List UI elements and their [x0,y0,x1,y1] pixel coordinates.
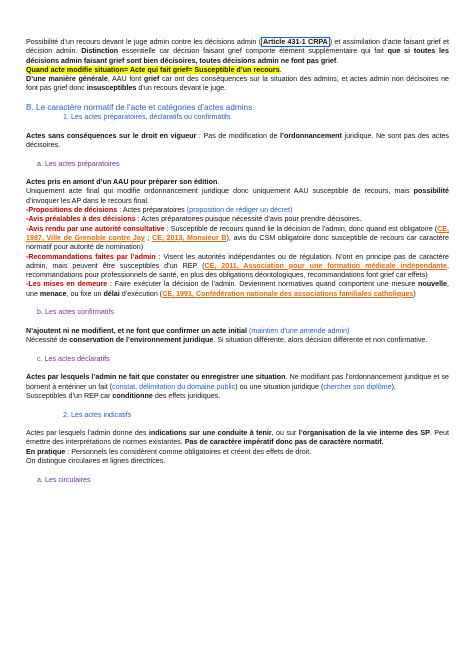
text-run: d’exécution ( [119,289,163,298]
heading-declarative-acts: c. Les actes déclaratifs [37,354,110,363]
text-run: . [279,65,282,74]
subsection-heading-1: 1. Les actes préparatoires, déclaratifs ou confirmatifs [63,113,231,122]
text-run: des effets juridiques. [152,391,221,400]
text-run: insusceptibles [86,84,137,93]
text-run: : Actes préparatoires puisque nécessité d’avis pour prendre décisoires. [135,215,362,224]
text-run: : Faire exécuter la décision de l’admin. Deviennent normatives quand comportent une mesure [107,280,419,289]
text-run: . Peut émettre des interprétations de normes existantes. [26,429,449,447]
text-run: que si toutes les décisions admin faisant grief sont bien décisoires, toutes décisions admin ne font pas grief [26,47,449,65]
text-run: , AAU font [107,75,144,84]
text-run: Actes par lesquels l’admin donne des [26,429,149,438]
list-label: -Propositions de décisions [26,206,118,215]
paragraph-indicative [26,429,449,466]
text-run: l’organisation de la vie interne des SP [298,429,430,438]
text-run: car ont des conséquences sur la situation des admins, et actes admin non décisoires ne font pas grief donc [26,75,450,93]
text-run: , une [26,280,449,298]
heading-preparatory-acts: a. Les actes préparatoires [37,159,120,168]
example-text: constat, délimitation du domaine public [112,382,236,391]
text-run: : Susceptible de recours quand lie la décision de l’admin, donc quand est obligatoire ( [164,224,438,233]
text-run: l’ordonnancement [280,131,342,140]
text-run: conditionne [112,391,153,400]
text-run: nouvelle [418,280,448,289]
text-run: juridique. Ne sont pas des actes décisoires. [26,131,449,149]
text-run: ) et assimilation d’acte faisant grief et décision admin. [26,38,449,56]
text-run: ; [144,233,153,242]
text-run: ) ou une situation juridique ( [235,382,324,391]
text-run: Pas de caractère impératif donc pas de caractère normatif. [184,438,384,447]
list-label: -Les mises en demeure [26,280,108,289]
text-run: d’un recours devant le juge. [136,84,227,93]
text-run: , ou fixe un [66,289,104,298]
case-reference: CE, 2011, Association pour une formation médicale indépendante [204,261,448,270]
text-run: N’ajoutent ni ne modifient, et ne font que confirmer un acte initial [26,326,247,335]
text-run: indications sur une conduite à tenir [148,429,272,438]
heading-confirmative-acts: b. Les actes confirmatifs [37,308,114,317]
paragraph-preparatory [26,178,449,299]
example-text: (maintien d’une amende admin) [248,326,350,335]
text-run: Uniquement acte final qui modifie ordonnancement juridique donc uniquement AAU susceptible de recours, mais [26,187,414,196]
text-run: ), avis du CSM obligatoire donc susceptible de recours car caractère normatif pour autorité de nomination) [26,233,450,252]
case-reference: CE, 1987, Ville de Grenoble contre Jay [26,224,449,242]
text-run: : Pas de modification de [196,131,281,140]
text-run: . Ne modifiant pas l’ordonnancement juridique et se bornent à entériner un fait ( [26,373,449,391]
text-run: En pratique [26,447,66,456]
paragraph-declarative [26,373,449,401]
text-run: , recommandations pour professionnels de santé, en plus des obligations déontologiques, recommandations font grief car effets) [26,261,449,280]
text-run: , ou sur [271,429,299,438]
text-run: Nécessité de [26,336,70,345]
list-label: -Recommandations faites par l’admin [26,252,156,261]
text-run: Actes par lesquels l’admin ne fait que constater ou enregistrer une situation [26,373,286,382]
text-run: Susceptibles d’un REP car [26,391,113,400]
subsection-heading-2: 2. Les actes indicatifs [63,410,132,419]
list-label: -Avis rendu par une autorité consultative [26,224,165,233]
text-run: d’invoquer les AP dans le recours final. [26,196,149,205]
text-run: menace [39,289,67,298]
text-run: grief [143,75,160,84]
text-run: Actes sans conséquences sur le droit en vigueur [26,131,197,140]
highlighted-definition: Quand acte modifie situation= Acte qui fait grief= Susceptible d’un recours [26,65,280,74]
case-reference: CE, 1991, Confédération nationale des associations familiales catholiques [162,289,414,298]
text-run: D’une manière générale [26,75,108,84]
section-heading-b: B. Le caractère normatif de l’acte et catégories d’actes admins [26,103,253,113]
text-run: : Visent les autorités indépendantes ou de régulation. N’ont en principe pas de caractère admin, mais peuvent être susceptibles d’un REP ( [26,252,449,270]
text-run: On distingue circulaires et lignes directrices. [26,457,166,466]
text-run: possibilité [413,187,449,196]
paragraph-no-consequences [26,132,449,151]
example-text: (proposition de rédiger un décret) [186,206,293,215]
heading-circulars: a. Les circulaires [37,475,91,484]
intro-paragraph [26,38,449,94]
text-run: Distinction [81,47,119,56]
text-run: conservation de l’environnement juridique [69,336,214,345]
example-text: chercher son diplôme [323,382,392,391]
text-run: essentielle car décision faisant grief comporte élément supplémentaire qui fait [118,47,388,56]
case-reference: CE, 2013, Monsieur B [152,233,227,242]
text-run: : Actes préparatoires [117,206,187,215]
text-run: ) [413,289,416,298]
text-run: ). [391,382,396,391]
text-run: Possibilité d’un recours devant le juge admin contre les décisions admin ( [26,38,262,46]
text-run: . Si situation différente, alors décision différente et non confirmative. [213,336,428,345]
paragraph-confirmative [26,327,449,346]
text-run: . [217,178,220,187]
text-run: Actes pris en amont d’un AAU pour préparer son édition [26,178,218,187]
text-run: délai [103,289,120,298]
article-reference: Article 431-1 CRPA [263,38,328,46]
text-run: . [336,56,339,65]
document-page [26,38,449,485]
text-run: : Personnels les considèrent comme obligatoires et créent des effets de droit. [65,447,312,456]
list-label: -Avis préalables à des décisions [26,215,136,224]
